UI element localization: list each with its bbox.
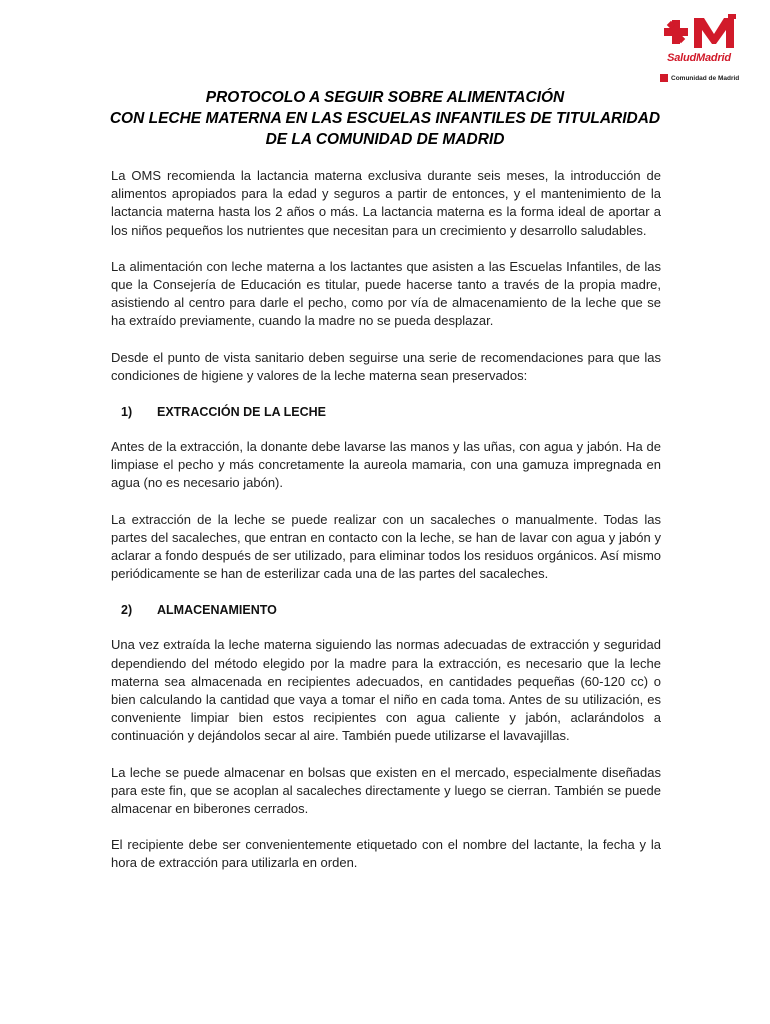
logo-sub-label: Comunidad de Madrid [671, 74, 740, 82]
title-line-3: DE LA COMUNIDAD DE MADRID [265, 131, 505, 148]
intro-paragraph-1: La OMS recomienda la lactancia materna exclusiva durante seis meses, la introducción de alimentos apropiados para la edad y seguros a partir de entonces, y el mantenimiento de la lactancia materna hasta los 2 años o más. La lactancia materna es la forma ideal de aportar a los niños pequeños los nutrientes que necesitan para un crecimiento y desarrollo saludables. [111, 168, 661, 238]
document-title [80, 87, 690, 150]
section-2-paragraph-1: Una vez extraída la leche materna siguiendo las normas adecuadas de extracción y seguridad dependiendo del método elegido por la madre para la extracción, es necesario que la leche materna sea almacenada en recipientes adecuados, en cantidades pequeñas (60-120 cc) o bien calculando la cantidad que vaya a tomar el niño en cada toma. Antes de su utilización, es conveniente limpiar bien estos recipientes con agua caliente y jabón, aclarándolos a continuación y dejándolos secar al aire. También puede utilizarse el lavavajillas. [111, 637, 661, 744]
flag-icon [660, 74, 668, 82]
section-number: 1) [121, 405, 133, 420]
logo-brand-text: SaludMadrid [667, 52, 731, 64]
section-1-paragraph-1: Antes de la extracción, la donante debe lavarse las manos y las uñas, con agua y jabón. Ha de limpiase el pecho y más concretamente la aureola mamaria, con una gamuza impregnada en agua (no es necesario jabón). [111, 439, 661, 491]
intro-paragraph-2: La alimentación con leche materna a los lactantes que asisten a las Escuelas Infantiles, de las que la Consejería de Educación es titular, puede hacerse tanto a través de la propia madre, asistiendo al centro para darle el pecho, como por vía de almacenamiento de la leche que se ha extraído previamente, cuando la madre no se pueda desplazar. [111, 258, 661, 329]
section-1-paragraph-2: La extracción de la leche se puede realizar con un sacaleches o manualmente. Todas las partes del sacaleches, que entran en contacto con la leche, se han de lavar con agua y jabón y aclarar a fondo después de ser utilizado, para eliminar todos los residuos orgánicos. Así mismo periódicamente se han de esterilizar cada una de las partes del sacaleches. [111, 511, 661, 582]
title-line-1: PROTOCOLO A SEGUIR SOBRE ALIMENTACIÓN [205, 89, 565, 106]
section-heading-text: ALMACENAMIENTO [157, 603, 277, 618]
section-heading-text: EXTRACCIÓN DE LA LECHE [157, 405, 326, 420]
salud-madrid-logo [656, 12, 748, 82]
section-heading-almacenamiento [111, 601, 661, 619]
section-2-paragraph-2: La leche se puede almacenar en bolsas que existen en el mercado, especialmente diseñadas para este fin, que se acoplan al sacaleches directamente y luego se cierran. También se puede almacenar en biberones cerrados. [111, 764, 661, 817]
title-line-2: CON LECHE MATERNA EN LAS ESCUELAS INFANTILES DE TITULARIDAD [109, 110, 661, 127]
section-heading-extraccion [111, 403, 661, 421]
salud-madrid-logo-icon [662, 12, 742, 52]
section-2-paragraph-3: El recipiente debe ser convenientemente etiquetado con el nombre del lactante, la fecha y la hora de extracción para utilizarla en orden. [111, 837, 661, 871]
section-number: 2) [121, 603, 133, 618]
document-body [111, 167, 661, 891]
logo-sub-text [660, 72, 750, 84]
intro-paragraph-3: Desde el punto de vista sanitario deben seguirse una serie de recomendaciones para que las condiciones de higiene y valores de la leche materna sean preservados: [111, 349, 661, 383]
